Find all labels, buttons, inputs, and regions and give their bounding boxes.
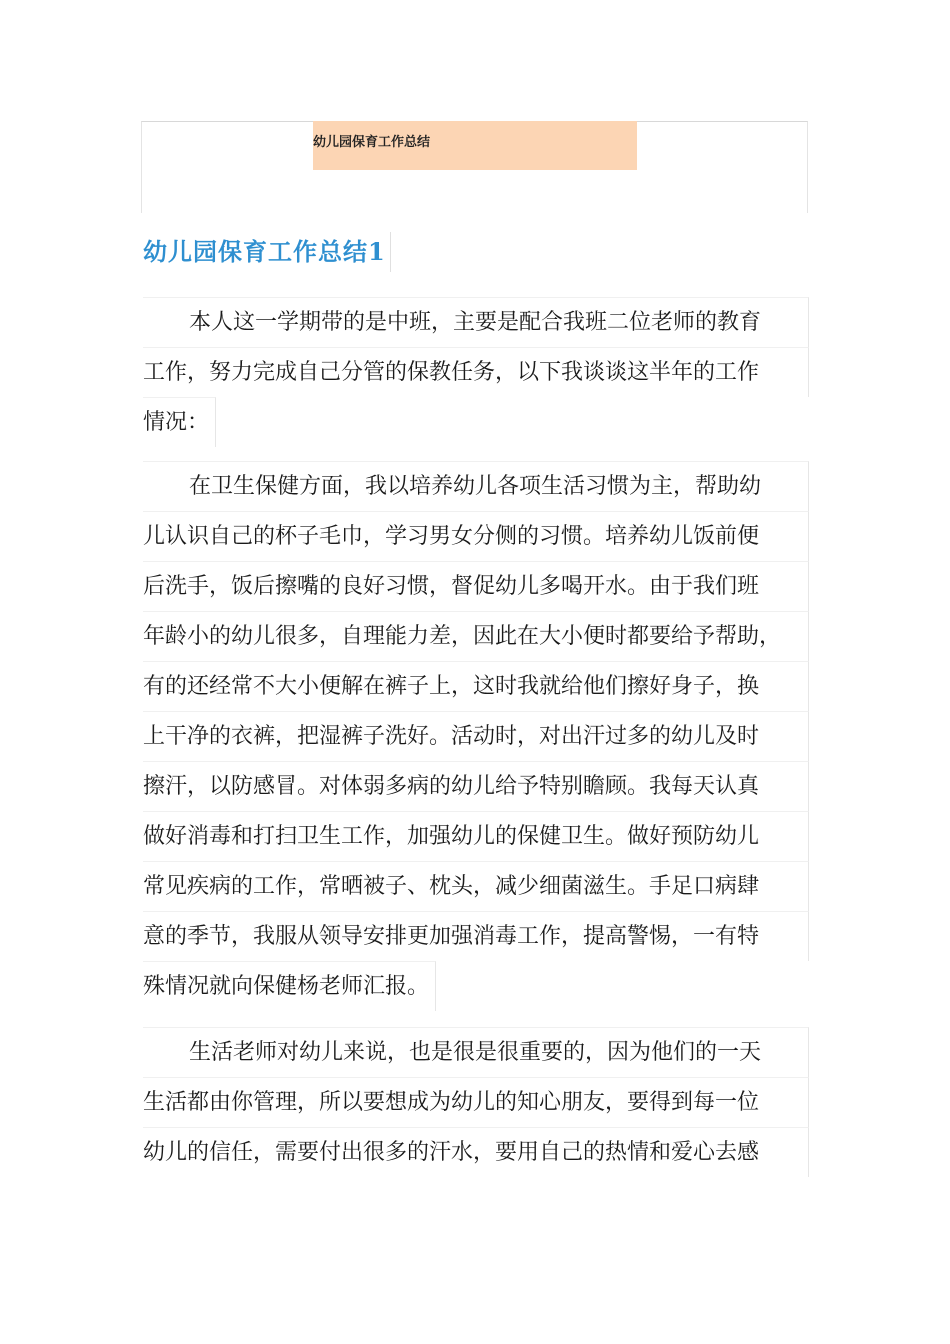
- paragraph-line: 本人这一学期带的是中班，主要是配合我班二位老师的教育: [143, 297, 809, 347]
- paragraph-1: [143, 297, 809, 466]
- paragraph-line: 有的还经常不大小便解在裤子上，这时我就给他们擦好身子，换: [143, 661, 809, 711]
- paragraph-line: 擦汗，以防感冒。对体弱多病的幼儿给予特别瞻顾。我每天认真: [143, 761, 809, 811]
- paragraph-2: [143, 461, 809, 1030]
- paragraph-line: 工作，努力完成自己分管的保教任务，以下我谈谈这半年的工作: [143, 347, 809, 397]
- page-header-title: 幼儿园保育工作总结: [313, 135, 431, 150]
- paragraph-line: 生活都由你管理，所以要想成为幼儿的知心朋友，要得到每一位: [143, 1077, 809, 1127]
- paragraph-3: [143, 1027, 809, 1177]
- paragraph-line: 后洗手，饭后擦嘴的良好习惯，督促幼儿多喝开水。由于我们班: [143, 561, 809, 611]
- paragraph-line: 意的季节，我服从领导安排更加强消毒工作，提高警惕，一有特: [143, 911, 809, 961]
- paragraph-line: 殊情况就向保健杨老师汇报。: [143, 961, 436, 1011]
- paragraph-line: 上干净的衣裤，把湿裤子洗好。活动时，对出汗过多的幼儿及时: [143, 711, 809, 761]
- paragraph-line: 儿认识自己的杯子毛巾，学习男女分侧的习惯。培养幼儿饭前便: [143, 511, 809, 561]
- section-heading: 幼儿园保育工作总结1: [143, 232, 391, 272]
- paragraph-line: 年龄小的幼儿很多，自理能力差，因此在大小便时都要给予帮助，: [143, 611, 809, 661]
- paragraph-line: 在卫生保健方面，我以培养幼儿各项生活习惯为主，帮助幼: [143, 461, 809, 511]
- paragraph-line: 情况：: [143, 397, 216, 447]
- paragraph-line: 幼儿的信任，需要付出很多的汗水，要用自己的热情和爱心去感: [143, 1127, 809, 1177]
- paragraph-line: 做好消毒和打扫卫生工作，加强幼儿的保健卫生。做好预防幼儿: [143, 811, 809, 861]
- paragraph-line: 生活老师对幼儿来说，也是很是很重要的，因为他们的一天: [143, 1027, 809, 1077]
- paragraph-line: 常见疾病的工作，常晒被子、枕头，减少细菌滋生。手足口病肆: [143, 861, 809, 911]
